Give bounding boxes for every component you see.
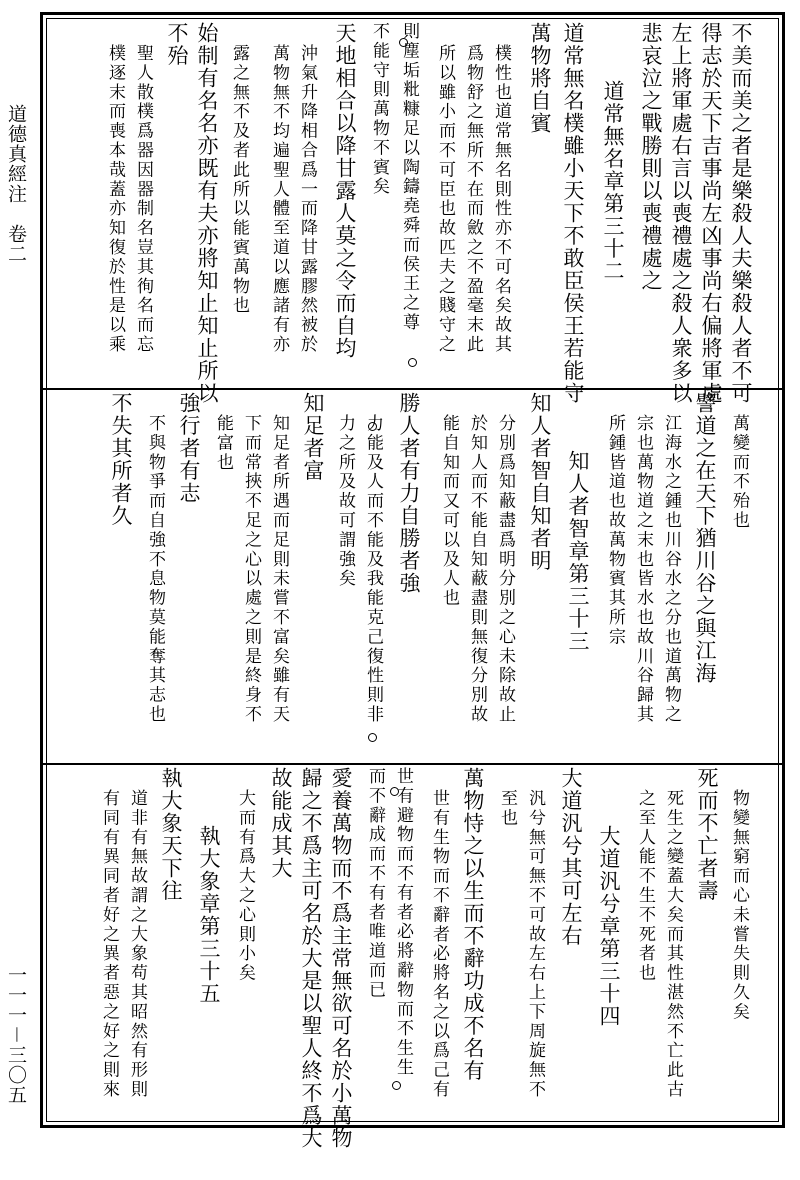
book-title-margin: 道德真經注 卷二 — [5, 104, 27, 264]
main-text-column: 天地相合以降甘露人莫之令而自均 — [333, 22, 357, 360]
text-panel-middle — [48, 392, 778, 752]
main-text-column: 故能成其大 — [269, 767, 293, 880]
commentary-column: 不與物爭而自強不息物莫能奪其志也 — [145, 414, 165, 725]
main-text-column: 大道汎兮章第三十四 — [597, 825, 621, 1028]
main-text-column: 悲哀泣之戰勝則以喪禮處之 — [639, 22, 663, 292]
main-text-column: 道常無名樸雖小天下不敢臣侯王若能守 — [561, 22, 585, 405]
main-text-column: 大道汎兮其可左右 — [559, 767, 583, 947]
main-text-column: 不美而美之者是樂殺人夫樂殺人者不可 — [729, 22, 753, 405]
commentary-column: 不能守則萬物不賓矣 — [369, 22, 389, 197]
main-text-column: 得志於天下吉事尚左凶事尚右偏將軍處 — [699, 22, 723, 405]
commentary-column: 知足者所遇而足則未嘗不富矣雖有天 — [269, 414, 289, 725]
commentary-column: 力能及人而不能及我能克己復性則非 — [363, 414, 383, 725]
commentary-column: 萬變而不殆也 — [729, 414, 749, 531]
commentary-column: 萬物無不均遍聖人體至道以應諸有亦 — [269, 44, 289, 355]
text-panel-upper — [48, 22, 778, 405]
main-text-column: 愛養萬物而不爲主常無欲可名於小萬物 — [329, 767, 353, 1150]
main-text-column: 強行者有志 — [177, 392, 201, 505]
main-text-column: 勝人者有力自勝者強 — [397, 392, 421, 595]
commentary-column: 樸逐末而喪本哉蓋亦知復於性是以乘 — [105, 44, 125, 355]
main-text-column: 不殆 — [165, 22, 189, 67]
commentary-column: 於知人而不能自知蔽盡則無復分別故 — [467, 414, 487, 725]
commentary-column: 有同有異同者好之異者惡之好之則來 — [99, 789, 119, 1100]
main-text-column: 不失其所者久 — [109, 392, 133, 527]
main-text-column: 知人者智自知者明 — [528, 392, 552, 572]
commentary-column: 世有生物而不辭者必將名之以爲己有 — [429, 789, 449, 1100]
punctuation-circle — [392, 1081, 401, 1090]
page-number-margin: 一一一－三〇五 — [5, 965, 27, 1106]
text-panel-lower — [48, 767, 778, 1150]
main-text-column: 死而不亡者壽 — [695, 767, 719, 902]
commentary-column: 之至人能不生不死者也 — [635, 789, 655, 983]
commentary-column: 江海水之鍾也川谷水之分也道萬物之 — [661, 414, 681, 725]
commentary-column: 聖人散樸爲器因器制名豈其徇名而忘 — [133, 44, 153, 355]
main-text-column: 知人者智章第三十三 — [566, 450, 590, 653]
commentary-column: 露之無不及者此所以能賓萬物也 — [229, 44, 249, 316]
main-text-column: 始制有名名亦既有夫亦將知止知止所以 — [195, 22, 219, 405]
main-text-column: 譬道之在天下猶川谷之與江海 — [693, 392, 717, 685]
commentary-column: 宗也萬物道之末也皆水也故川谷歸其 — [633, 414, 653, 725]
commentary-column: 樸性也道常無名則性亦不可名矣故其 — [491, 44, 511, 355]
commentary-column: 分別爲知蔽盡爲明分別之心未除故止 — [495, 414, 515, 725]
punctuation-circle — [368, 733, 377, 742]
punctuation-circle — [390, 787, 399, 796]
main-text-column: 萬物恃之以生而不辭功成不名有 — [461, 767, 485, 1082]
punctuation-circle — [368, 422, 377, 431]
main-text-column: 知足者富 — [301, 392, 325, 482]
commentary-column: 汎兮無可無不可故左右上下周旋無不 — [525, 789, 545, 1100]
main-text-column: 歸之不爲主可名於大是以聖人終不爲大 — [299, 767, 323, 1150]
commentary-column: 所以雖小而不可臣也故匹夫之賤守之 — [435, 44, 455, 355]
commentary-column: 沖氣升降相合爲一而降甘露膠然被於 — [297, 44, 317, 355]
commentary-column: 死生之變蓋大矣而其性湛然不亡此古 — [663, 789, 683, 1100]
main-text-column: 執大象天下往 — [159, 767, 183, 902]
commentary-column: 下而常挾不足之心以處之則是終身不 — [241, 414, 261, 725]
commentary-column: 道非有無故謂之大象苟其昭然有形則 — [127, 789, 147, 1100]
commentary-column: 爲物舒之無所不在而斂之不盈毫末此 — [463, 44, 483, 355]
commentary-column: 則塵垢粃糠足以陶鑄堯舜而侯王之尊 — [399, 22, 419, 333]
commentary-column: 大而有爲大之心則小矣 — [235, 789, 255, 983]
main-text-column: 執大象章第三十五 — [197, 825, 221, 1005]
main-text-column: 萬物將自賓 — [528, 22, 552, 135]
commentary-column: 至也 — [497, 789, 517, 828]
punctuation-circle — [399, 38, 408, 47]
main-text-column: 道常無名章第三十二 — [601, 80, 625, 283]
punctuation-circle — [408, 358, 417, 367]
commentary-column: 物變無窮而心未嘗失則久矣 — [729, 789, 749, 1022]
commentary-column: 能自知而又可以及人也 — [439, 414, 459, 608]
commentary-column: 所鍾皆道也故萬物賓其所宗 — [605, 414, 625, 647]
commentary-column: 能富也 — [213, 414, 233, 473]
commentary-column: 而不辭成而不有者唯道而已 — [365, 767, 385, 1000]
commentary-column: 力之所及故可謂強矣 — [335, 414, 355, 589]
main-text-column: 左上將軍處右言以喪禮處之殺人衆多以 — [669, 22, 693, 405]
commentary-column: 世有避物而不有者必將辭物而不生生 — [393, 767, 413, 1078]
